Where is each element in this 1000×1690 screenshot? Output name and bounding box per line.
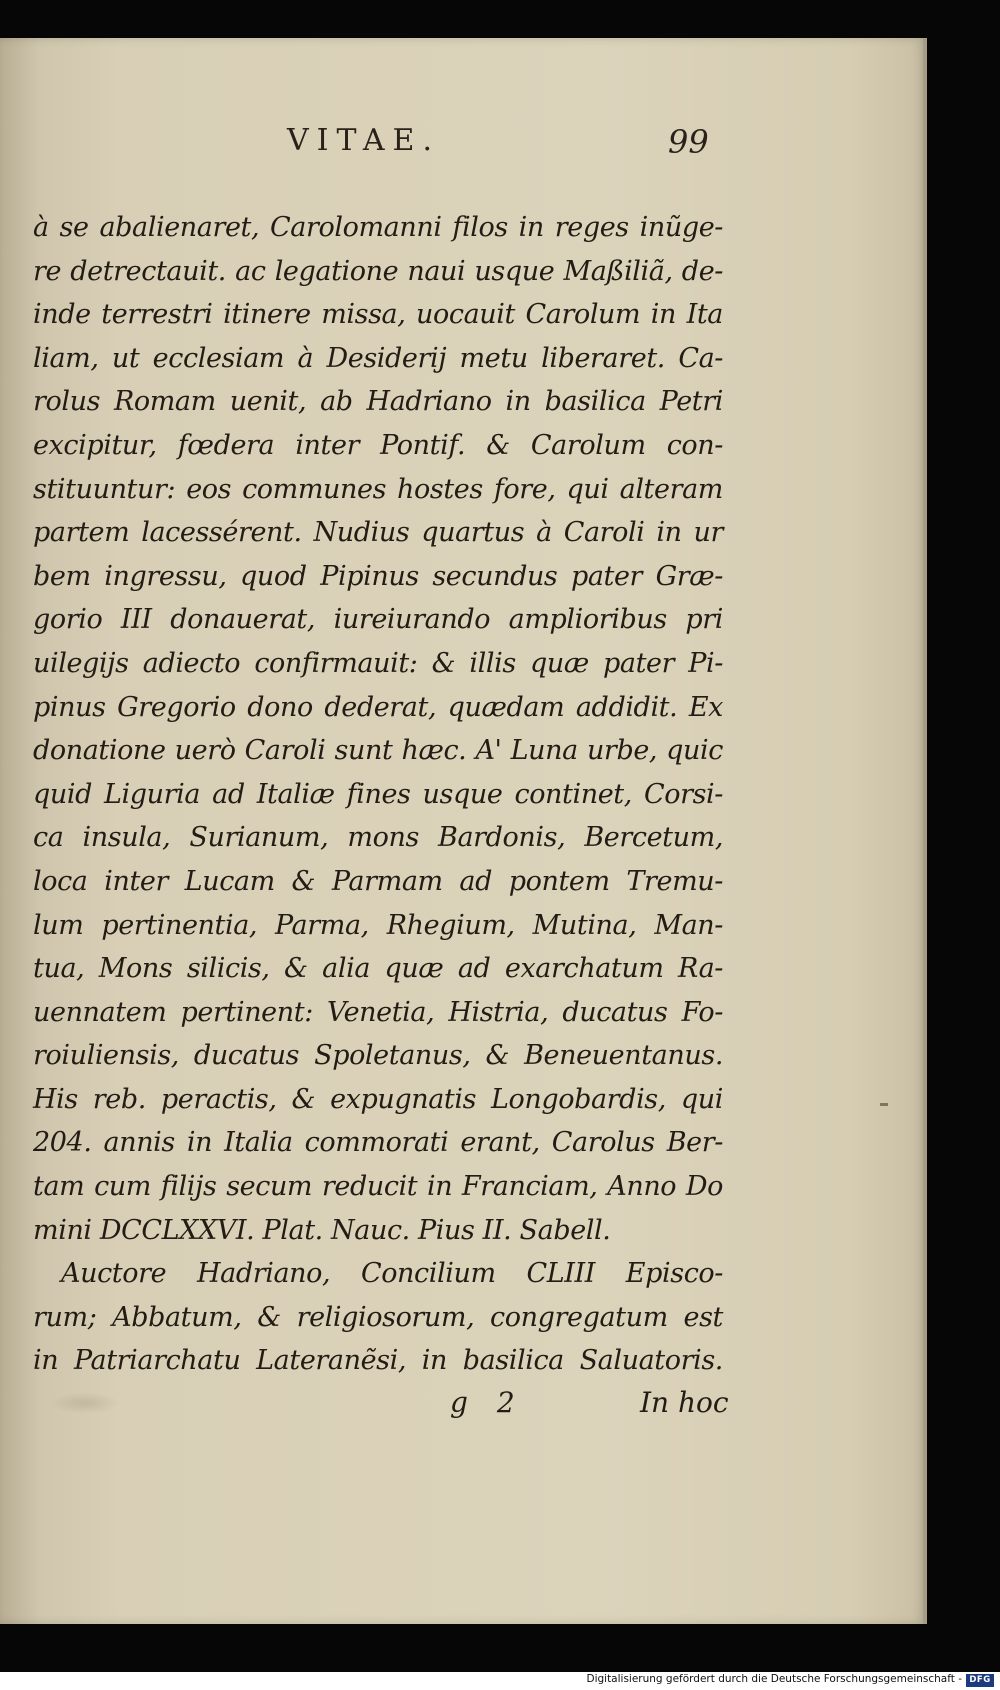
- text-line: inde terrestri itinere missa, uocauit Carolum in Ita: [33, 299, 723, 331]
- text-line: liam, ut ecclesiam à Desiderij metu liberaret. Ca-: [33, 342, 723, 374]
- book-page: [0, 38, 927, 1624]
- text-line: 204. annis in Italia commorati erant, Carolus Ber-: [33, 1127, 723, 1159]
- paper-speck: [880, 1103, 888, 1106]
- text-line: re detrectauit. ac legatione naui usque Maßiliã, de-: [33, 255, 723, 287]
- text-line: excipitur, fœdera inter Pontif. & Carolum con-: [33, 429, 723, 461]
- text-line: bem ingressu, quod Pipinus secundus pater Græ-: [33, 560, 723, 592]
- text-line: mini DCCLXXVI. Plat. Nauc. Pius II. Sabell.: [33, 1214, 611, 1246]
- text-line: rolus Romam uenit, ab Hadriano in basilica Petri: [33, 386, 723, 418]
- text-line: pinus Gregorio dono dederat, quædam addidit. Ex: [33, 691, 723, 723]
- running-head-title: VITAE.: [287, 123, 440, 158]
- text-line: lum pertinentia, Parma, Rhegium, Mutina, Man-: [33, 909, 723, 941]
- text-line: tam cum filijs secum reducit in Franciam, Anno Do: [33, 1171, 723, 1203]
- body-text: [33, 206, 723, 1383]
- text-line: donatione uerò Caroli sunt hæc. A' Luna urbe, quic: [33, 735, 723, 767]
- text-line: roiuliensis, ducatus Spoletanus, & Beneuentanus.: [33, 1040, 723, 1072]
- text-line: ca insula, Surianum, mons Bardonis, Bercetum,: [33, 822, 723, 854]
- text-line: uennatem pertinent: Venetia, Histria, ducatus Fo-: [33, 996, 723, 1028]
- text-line: loca inter Lucam & Parmam ad pontem Tremu-: [33, 865, 723, 897]
- funding-credit: Digitalisierung gefördert durch die Deutsche Forschungsgemeinschaft -: [586, 1673, 962, 1685]
- text-line: gorio III donauerat, iureiurando amplioribus pri: [33, 604, 723, 636]
- text-line: tua, Mons silicis, & alia quæ ad exarchatum Ra-: [33, 953, 723, 985]
- credit-bar: [0, 1672, 1000, 1690]
- text-line: partem lacessérent. Nudius quartus à Caroli in ur: [33, 517, 723, 549]
- text-line: à se abalienaret, Carolomanni filos in reges inũge-: [33, 212, 723, 243]
- signature-mark: g 2: [450, 1386, 515, 1419]
- text-line: rum; Abbatum, & religiosorum, congregatum est: [33, 1301, 723, 1333]
- text-line: in Patriarchatu Lateranẽsi, in basilica Saluatoris.: [33, 1345, 723, 1377]
- catchword: In hoc: [640, 1386, 729, 1419]
- text-line: His reb. peractis, & expugnatis Longobardis, qui: [33, 1083, 723, 1115]
- dfg-logo: DFG: [966, 1674, 994, 1687]
- text-line: uilegijs adiecto confirmauit: & illis quæ pater Pi-: [33, 647, 723, 679]
- text-line: quid Liguria ad Italiæ fines usque continet, Corsi-: [33, 778, 723, 810]
- page-number: 99: [668, 123, 709, 161]
- running-head: [0, 123, 927, 173]
- text-line: Auctore Hadriano, Concilium CLIII Episco-: [61, 1258, 723, 1290]
- text-line: stituuntur: eos communes hostes fore, qui alteram: [33, 473, 723, 505]
- signature-line: [0, 1386, 927, 1430]
